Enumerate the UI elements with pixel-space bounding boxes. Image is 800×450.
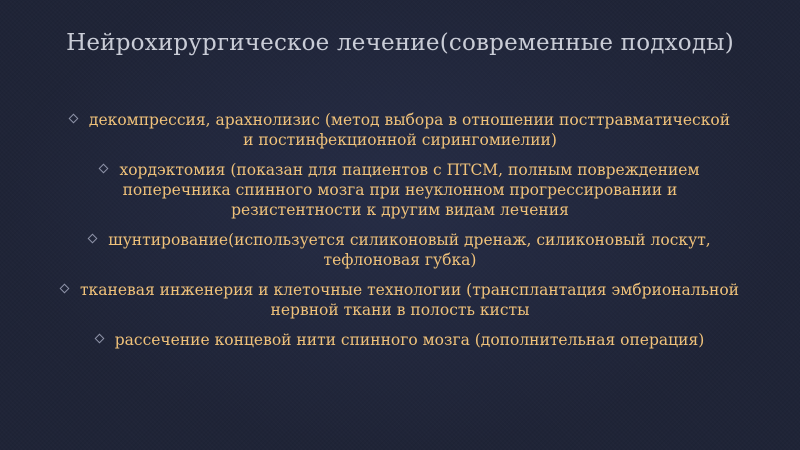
item-line: тефлоновая губка): [323, 251, 477, 269]
diamond-bullet-icon: [60, 284, 70, 294]
diamond-bullet-icon: [94, 334, 104, 344]
list-item: [20, 160, 780, 220]
item-line: рассечение концевой нити спинного мозга (дополнительная операция): [114, 331, 705, 349]
diamond-bullet-icon: [88, 234, 98, 244]
bullet-list: [20, 110, 780, 360]
item-line: тканевая инженерия и клеточные технологии (трансплантация эмбриональной: [79, 281, 740, 299]
item-line: и постинфекционной сирингомиелии): [243, 131, 557, 149]
item-line: декомпрессия, арахнолизис (метод выбора в отношении посттравматической: [88, 111, 731, 129]
slide-title: Нейрохирургическое лечение(современные подходы): [66, 30, 734, 56]
item-line: поперечника спинного мозга при неуклонном прогрессировании и: [122, 181, 678, 199]
item-line: шунтирование(используется силиконовый дренаж, силиконовый лоскут,: [108, 231, 711, 249]
item-line: нервной ткани в полость кисты: [270, 301, 530, 319]
item-line: резистентности к другим видам лечения: [231, 201, 569, 219]
list-item: [20, 110, 780, 150]
diamond-bullet-icon: [99, 164, 109, 174]
item-line: хордэктомия (показан для пациентов с ПТСМ, полным повреждением: [119, 161, 700, 179]
list-item: [20, 330, 780, 350]
list-item: [20, 280, 780, 320]
diamond-bullet-icon: [68, 114, 78, 124]
list-item: [20, 230, 780, 270]
